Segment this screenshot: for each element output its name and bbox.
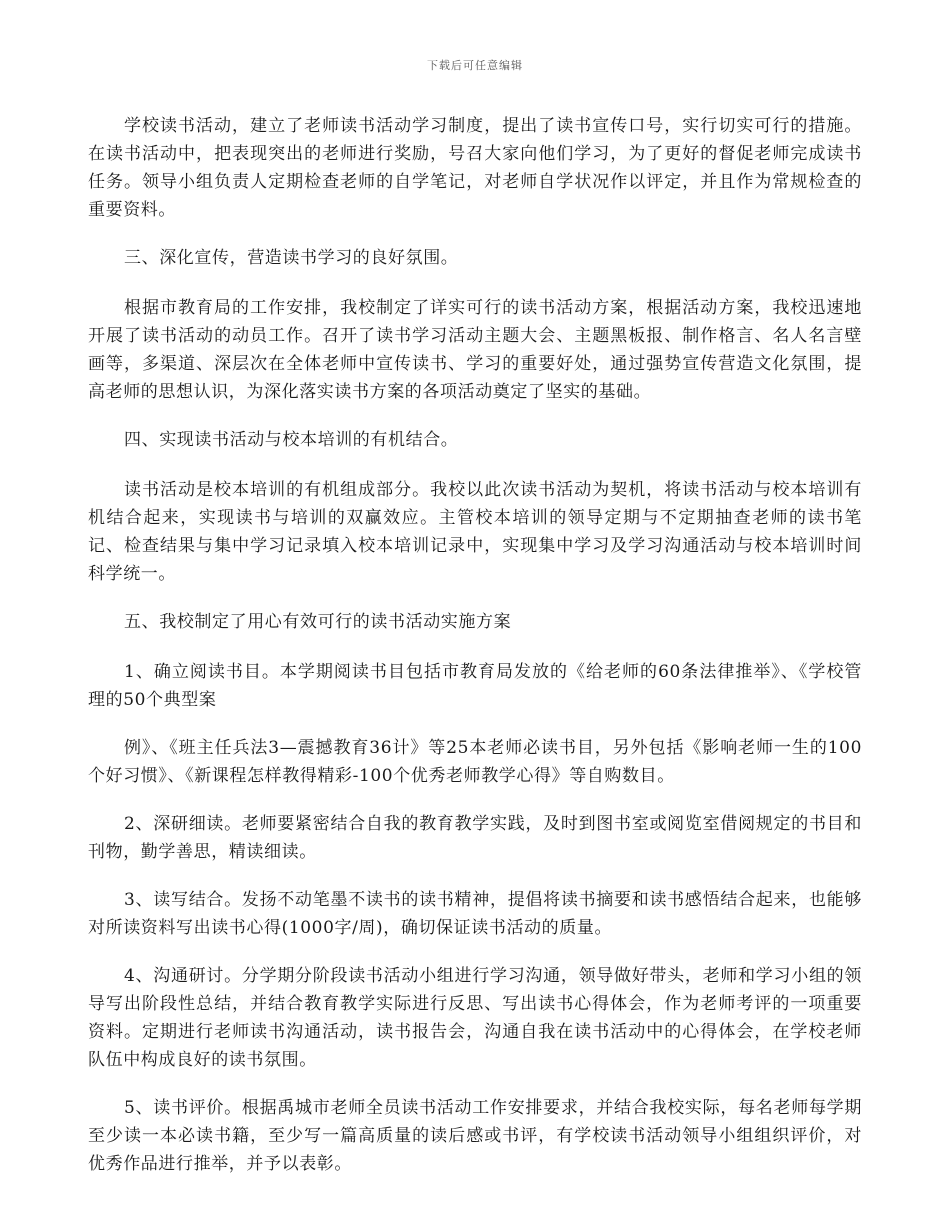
- paragraph-training: 读书活动是校本培训的有机组成部分。我校以此次读书活动为契机，将读书活动与校本培训有机结合起来，实现读书与培训的双赢效应。主管校本培训的领导定期与不定期抽查老师的读书笔记、检查结果与集中学习记录填入校本培训记录中，实现集中学习及学习沟通活动与校本培训时间科学统一。: [88, 480, 862, 584]
- paragraph-item-1b: 例》、《班主任兵法3—震撼教育36计》等25本老师必读书目，另外包括《影响老师一生的100个好习惯》、《新课程怎样教得精彩-100个优秀老师教学心得》等自购数目。: [88, 738, 862, 786]
- paragraph-item-3: 3、读写结合。发扬不动笔墨不读书的读书精神，提倡将读书摘要和读书感悟结合起来，也能够对所读资料写出读书心得(1000字/周)，确切保证读书活动的质量。: [88, 890, 862, 938]
- section-heading-5: 五、我校制定了用心有效可行的读书活动实施方案: [124, 612, 512, 632]
- document-body: [88, 112, 862, 1198]
- page-header: 下载后可任意编辑: [427, 59, 523, 72]
- section-heading-4: 四、实现读书活动与校本培训的有机结合。: [124, 430, 459, 450]
- section-heading-3: 三、深化宣传，营造读书学习的良好氛围。: [124, 248, 459, 268]
- paragraph-publicity: 根据市教育局的工作安排，我校制定了详实可行的读书活动方案，根据活动方案，我校迅速地开展了读书活动的动员工作。召开了读书学习活动主题大会、主题黑板报、制作格言、名人名言壁画等，多渠道、深层次在全体老师中宣传读书、学习的重要好处，通过强势宣传营造文化氛围，提高老师的思想认识，为深化落实读书方案的各项活动奠定了坚实的基础。: [88, 298, 862, 402]
- paragraph-item-2: 2、深研细读。老师要紧密结合自我的教育教学实践，及时到图书室或阅览室借阅规定的书目和刊物，勤学善思，精读细读。: [88, 814, 862, 862]
- paragraph-reading-system: 学校读书活动，建立了老师读书活动学习制度，提出了读书宣传口号，实行切实可行的措施。在读书活动中，把表现突出的老师进行奖励，号召大家向他们学习，为了更好的督促老师完成读书任务。领导小组负责人定期检查老师的自学笔记，对老师自学状况作以评定，并且作为常规检查的重要资料。: [88, 116, 862, 220]
- paragraph-item-1a: 1、确立阅读书目。本学期阅读书目包括市教育局发放的《给老师的60条法律推举》、《学校管理的50个典型案: [88, 662, 862, 710]
- paragraph-item-5: 5、读书评价。根据禹城市老师全员读书活动工作安排要求，并结合我校实际，每名老师每学期至少读一本必读书籍，至少写一篇高质量的读后感或书评，有学校读书活动领导小组组织评价，对优秀作品进行推举，并予以表彰。: [88, 1098, 862, 1174]
- paragraph-item-4: 4、沟通研讨。分学期分阶段读书活动小组进行学习沟通，领导做好带头，老师和学习小组的领导写出阶段性总结，并结合教育教学实际进行反思、写出读书心得体会，作为老师考评的一项重要资料。定期进行老师读书沟通活动，读书报告会，沟通自我在读书活动中的心得体会，在学校老师队伍中构成良好的读书氛围。: [88, 966, 862, 1070]
